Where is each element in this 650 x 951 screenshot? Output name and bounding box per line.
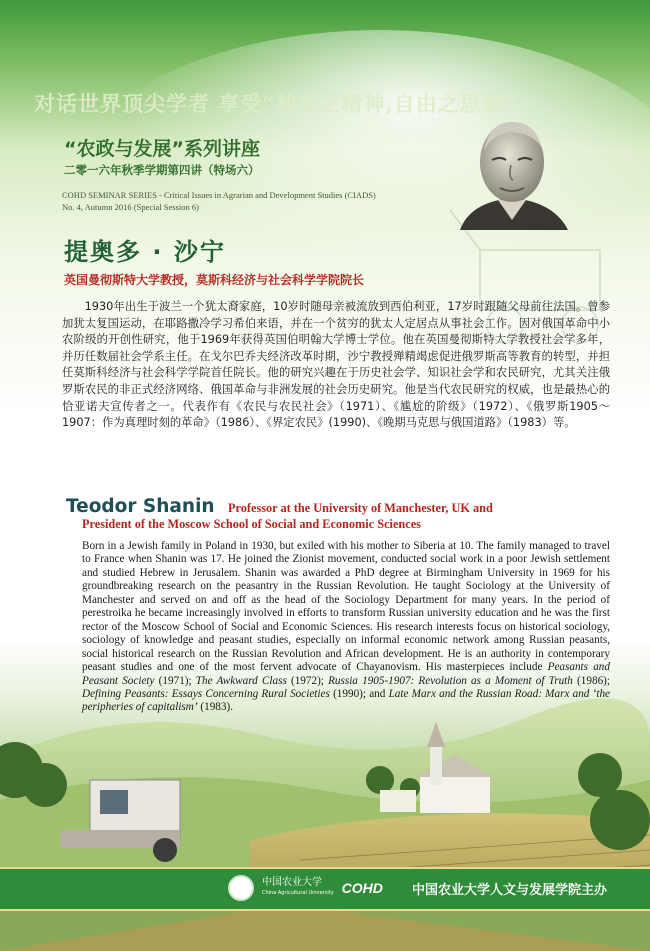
work-title: Defining Peasants: Essays Concerning Rural Societies <box>82 687 330 700</box>
series-title: “农政与发展”系列讲座 <box>64 138 260 160</box>
speaker-portrait <box>450 110 575 230</box>
speaker-name-zh: 提奥多 · 沙宁 <box>64 238 226 266</box>
work-year: (1971); <box>154 674 196 687</box>
speaker-bio-zh: 1930年出生于波兰一个犹太裔家庭，10岁时随母亲被流放到西伯利亚，17岁时跟随父母前往法国。曾参加犹太复国运动，在耶路撒冷学习希伯来语，并在一个贫穷的犹太人定居点从事社会工作。因对俄国革命中小农阶级的开创性研究，他于1969年获得英国伯明翰大学博士学位。他在英国曼彻斯特大学教授社会学多年，并历任数届社会学系主任。在戈尔巴乔夫经济改革时期，沙宁教授殚精竭虑促进俄罗斯高等教育的转型，并担任莫斯科经济与社会科学学院首任院长。他的研究兴趣在于历史社会学、知识社会学和农民研究，尤其关注俄罗斯农民的非正式经济网络、俄国革命与非洲发展的社会历史研究。他是当代农民研究的权威，也是最热心的恰亚诺夫宣传者之一。代表作有《农民与农民社会》（1971）、《尴尬的阶级》（1972）、《俄罗斯1905～1907：作为真理时刻的革命》（1986）、《界定农民》(1990)、《晚期马克思与俄国道路》（1983）等。 <box>62 300 610 430</box>
work-year: (1983). <box>197 701 234 714</box>
speaker-title-en-line1: Professor at the University of Manchester, UK and <box>228 501 493 515</box>
university-emblem-icon <box>228 875 254 901</box>
speaker-bio-en <box>82 540 610 715</box>
university-logo-text <box>262 877 334 899</box>
work-title: The Awkward Class <box>195 674 287 687</box>
work-year: (1990); and <box>329 687 389 700</box>
speaker-title-en-line2: President of the Moscow School of Social and Economic Sciences <box>82 517 421 531</box>
cohd-logo: COHD <box>341 880 383 896</box>
work-year: (1986); <box>572 674 610 687</box>
speaker-name-en: Teodor Shanin <box>66 496 215 517</box>
series-subtitle: 二零一六年秋季学期第四讲（特场六） <box>64 163 260 177</box>
work-title: Peasants and Peasant Society <box>82 661 610 687</box>
poster-tagline: 对话世界顶尖学者 享受“独立之精神,自由之思想” <box>34 91 517 116</box>
bio-en-main: Born in a Jewish family in Poland in 1930, but exiled with his mother to Siberia at 10. The family managed to travel to France when Shanin was 17. He joined the Zionist movement, conducted social work in a poor Jewish settlement and studied Hebrew in Jerusalem. Shanin was awarded a PhD degree at Birmingham University in 1969 for his groundbreaking research on the peasantry in the Russian Revolution. He taught Sociology at the University of Manchester and served on and off as the head of the Sociology Department for many years. In the period of perestroika he became increasingly involved in efforts to transform Russian university education and he was the first rector of the Moscow School of Social and Economic Sciences. His research interests focus on historical sociology, sociology of knowledge and peasant studies, especially on informal economic network among Russian peasants, social historical research on the Russian Revolution and African development. He is an authority in contemporary peasant studies and one of the most fervent advocate of Chayanovism. His masterpieces include <box>82 540 610 674</box>
university-name-zh: 中国农业大学 <box>262 877 322 888</box>
series-english-line2: No. 4, Autumn 2016 (Special Session 6) <box>62 202 199 212</box>
footer-logos <box>228 874 383 902</box>
work-title: Russia 1905-1907: Revolution as a Moment of Truth <box>328 674 573 687</box>
work-title: Late Marx and the Russian Road: Marx and ‘the peripheries of capitalism’ <box>82 687 611 714</box>
host-organization: 中国农业大学人文与发展学院主办 <box>412 883 608 898</box>
university-name-en: China Agricultural University <box>262 890 334 896</box>
work-year: (1972); <box>286 674 329 687</box>
series-english-line1: COHD SEMINAR SERIES - Critical Issues in Agrarian and Development Studies (CIADS) <box>62 190 376 200</box>
speaker-title-zh: 英国曼彻斯特大学教授，莫斯科经济与社会科学学院院长 <box>64 273 365 287</box>
